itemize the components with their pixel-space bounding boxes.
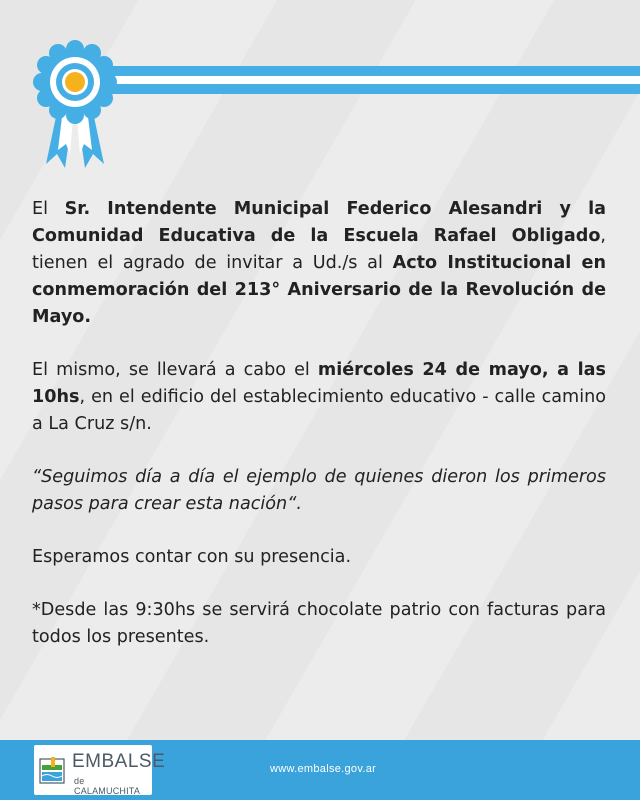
embalse-logo — [34, 745, 166, 796]
closing-paragraph: Esperamos contar con su presencia. — [32, 547, 352, 567]
dam-logo-icon — [38, 753, 68, 787]
event-name: Acto Institucional en conmemoración del 213° Aniversario de la Revolución de Mayo. — [32, 253, 606, 327]
flag-ribbon-band — [60, 66, 640, 98]
website-link[interactable]: www.embalse.gov.ar — [270, 763, 377, 775]
host-names: Sr. Intendente Municipal Federico Alesandri y la Comunidad Educativa de la Escuela Rafael Obligado — [32, 199, 606, 246]
footer-bar — [0, 740, 640, 800]
logo-title: EMBALSE — [72, 751, 166, 772]
quote-paragraph: “Seguimos día a día el ejemplo de quienes dieron los primeros pasos para crear esta nación“. — [32, 467, 606, 514]
invitation-text — [32, 196, 606, 677]
invitation-paragraph: El Sr. Intendente Municipal Federico Alesandri y la Comunidad Educativa de la Escuela Rafael Obligado, tienen el agrado de invitar a Ud./s al Acto Institucional en conmemoración del 213° Aniversario de la Revolución de Mayo. — [32, 199, 606, 327]
note-paragraph: *Desde las 9:30hs se servirá chocolate patrio con facturas para todos los presentes. — [32, 600, 606, 647]
event-date-time: miércoles 24 de mayo, a las 10hs — [32, 360, 606, 407]
event-details-paragraph: El mismo, se llevará a cabo el miércoles 24 de mayo, a las 10hs, en el edificio del establecimiento educativo - calle camino a La Cruz s/n. — [32, 360, 606, 434]
logo-subtitle: de CALAMUCHITA — [74, 776, 141, 796]
rosette-icon — [30, 40, 120, 172]
